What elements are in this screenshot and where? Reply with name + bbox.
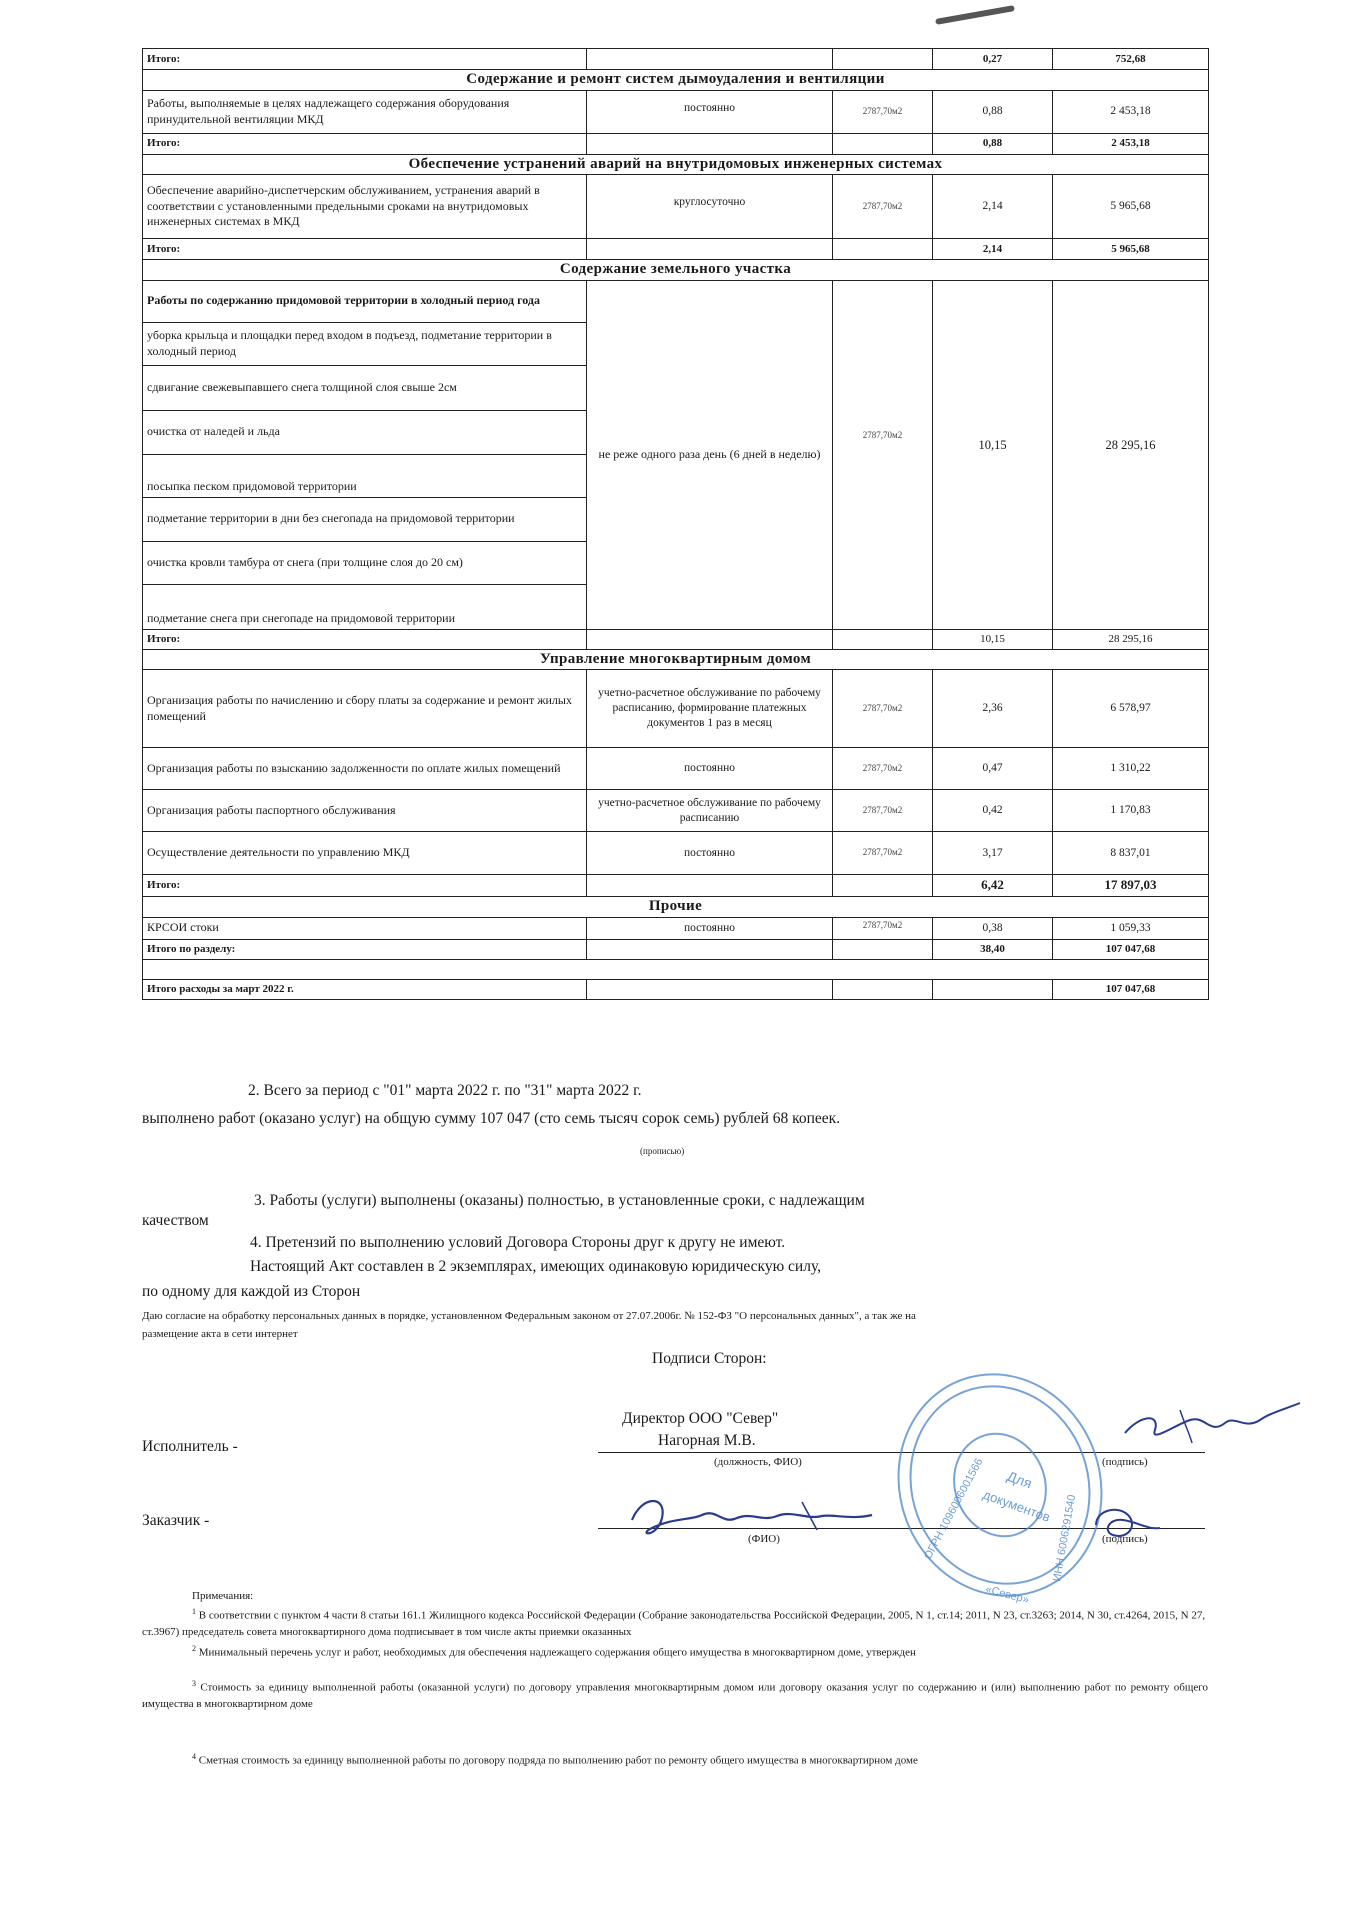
row-area: 2787,70м2 (833, 670, 933, 748)
section-header (143, 154, 1209, 175)
table-row (143, 49, 1209, 70)
paragraph-5-line2: по одному для каждой из Сторон (142, 1283, 361, 1300)
land-subitem: подметание территории в дни без снегопада на придомовой территории (143, 497, 587, 541)
table-row (143, 90, 1209, 133)
pen-mark (935, 5, 1015, 25)
row-name: Итого: (143, 875, 587, 897)
note-1-number: 1 (192, 1607, 196, 1616)
row-rate: 38,40 (933, 939, 1053, 959)
land-subitem: посыпка песком придомовой территории (143, 454, 587, 497)
row-sum: 752,68 (1053, 49, 1209, 70)
signature-caption-1: (подпись) (1102, 1456, 1148, 1468)
note-4 (192, 1752, 918, 1767)
stamp-inn: ИНН 6006291540 (1051, 1493, 1079, 1583)
row-area: 2787,70м2 (833, 175, 933, 239)
row-area: 2787,70м2 (833, 917, 933, 939)
row-name: Итого по разделу: (143, 939, 587, 959)
consent-line2: размещение акта в сети интернет (142, 1328, 298, 1340)
row-sum: 2 453,18 (1053, 90, 1209, 133)
row-rate: 6,42 (933, 875, 1053, 897)
row-sum: 5 965,68 (1053, 239, 1209, 260)
executor-position: Директор ООО "Север" (622, 1410, 779, 1427)
table-row (143, 629, 1209, 649)
note-2 (142, 1644, 1208, 1659)
signature-caption-2: (подпись) (1102, 1533, 1148, 1545)
land-subitem: Работы по содержанию придомовой территории в холодный период года (143, 280, 587, 322)
land-sum: 28 295,16 (1053, 280, 1209, 629)
row-name: Осуществление деятельности по управлению МКД (143, 832, 587, 875)
row-rate: 0,42 (933, 790, 1053, 832)
land-rate: 10,15 (933, 280, 1053, 629)
land-subitem: очистка от наледей и льда (143, 410, 587, 454)
table-row (143, 175, 1209, 239)
row-rate: 3,17 (933, 832, 1053, 875)
land-subitem: сдвигание свежевыпавшего снега толщиной слоя свыше 2см (143, 365, 587, 410)
table-row (143, 133, 1209, 154)
row-period: постоянно (587, 90, 833, 133)
table-row (143, 748, 1209, 790)
section-title: Прочие (143, 897, 1209, 918)
row-rate: 2,14 (933, 239, 1053, 260)
table-row (143, 832, 1209, 875)
row-name: Итого расходы за март 2022 г. (143, 979, 587, 999)
row-sum: 28 295,16 (1053, 629, 1209, 649)
executor-label: Исполнитель - (142, 1438, 238, 1455)
row-name: Итого: (143, 239, 587, 260)
company-stamp (890, 1360, 1110, 1610)
row-rate: 10,15 (933, 629, 1053, 649)
row-area: 2787,70м2 (833, 90, 933, 133)
table-row (143, 239, 1209, 260)
row-sum: 1 059,33 (1053, 917, 1209, 939)
table-row (143, 790, 1209, 832)
section-title: Обеспечение устранений аварий на внутридомовых инженерных системах (143, 154, 1209, 175)
note-4-text: Сметная стоимость за единицу выполненной работы по договору подряда по выполнению работ по ремонту общего имущества в многоквартирном доме (198, 1754, 918, 1767)
paragraph-4: 4. Претензий по выполнению условий Договора Стороны друг к другу не имеют. (250, 1234, 786, 1251)
row-sum: 2 453,18 (1053, 133, 1209, 154)
row-name: Организация работы по начислению и сбору платы за содержание и ремонт жилых помещений (143, 670, 587, 748)
section-header (143, 649, 1209, 670)
row-name: Работы, выполняемые в целях надлежащего содержания оборудования принудительной вентиляции МКД (143, 90, 587, 133)
land-period: не реже одного раза день (6 дней в неделю) (587, 280, 833, 629)
land-area: 2787,70м2 (833, 280, 933, 629)
executor-signature (1120, 1395, 1310, 1450)
table-row (143, 917, 1209, 939)
stamp-name: «Север» (984, 1583, 1031, 1607)
row-sum: 17 897,03 (1053, 875, 1209, 897)
fio-caption: (ФИО) (748, 1533, 780, 1545)
note-2-text: Минимальный перечень услуг и работ, необходимых для обеспечения надлежащего содержания общего имущества в многоквартирном доме, утвержден (198, 1646, 916, 1659)
section-title: Содержание земельного участка (143, 260, 1209, 281)
table-row (143, 875, 1209, 897)
table-row (143, 979, 1209, 999)
row-name: Итого: (143, 629, 587, 649)
row-period: круглосуточно (587, 175, 833, 239)
land-subitem: очистка кровли тамбура от снега (при толщине слоя до 20 см) (143, 541, 587, 584)
notes-title: Примечания: (192, 1590, 254, 1602)
table-row-empty (143, 959, 1209, 979)
row-rate: 2,14 (933, 175, 1053, 239)
row-area: 2787,70м2 (833, 748, 933, 790)
section-title: Управление многоквартирным домом (143, 649, 1209, 670)
paragraph-2-line2: выполнено работ (оказано услуг) на общую сумму 107 047 (сто семь тысяч сорок семь) рублей 68 копеек. (142, 1110, 841, 1127)
section-header (143, 70, 1209, 91)
table-row (143, 280, 1209, 322)
row-sum: 107 047,68 (1053, 979, 1209, 999)
stamp-ogrn: ОГРН 1096006001566 (922, 1456, 986, 1562)
row-period: учетно-расчетное обслуживание по рабочему расписанию (587, 790, 833, 832)
row-period: постоянно (587, 748, 833, 790)
row-sum: 8 837,01 (1053, 832, 1209, 875)
section-header (143, 897, 1209, 918)
note-3-text: Стоимость за единицу выполненной работы (оказанной услуги) по договору управления многоквартирным домом или договору оказания услуг по содержанию и (или) выполнению работ по ремонту общего имущества в многоквартирном доме (142, 1681, 1208, 1711)
row-rate: 0,88 (933, 90, 1053, 133)
row-rate: 0,27 (933, 49, 1053, 70)
row-area: 2787,70м2 (833, 832, 933, 875)
section-header (143, 260, 1209, 281)
paragraph-3-line2: качеством (142, 1212, 209, 1229)
note-2-number: 2 (192, 1644, 196, 1653)
row-sum: 1 170,83 (1053, 790, 1209, 832)
customer-signature-initials (1088, 1500, 1168, 1545)
row-period: учетно-расчетное обслуживание по рабочему расписанию, формирование платежных документов 1 раз в месяц (587, 670, 833, 748)
row-rate: 0,47 (933, 748, 1053, 790)
position-caption: (должность, ФИО) (714, 1456, 802, 1468)
customer-signature (622, 1490, 902, 1545)
row-sum: 6 578,97 (1053, 670, 1209, 748)
row-name: КРСОИ стоки (143, 917, 587, 939)
note-4-number: 4 (192, 1752, 196, 1761)
customer-label: Заказчик - (142, 1512, 210, 1529)
row-period: постоянно (587, 917, 833, 939)
section-title: Содержание и ремонт систем дымоудаления и вентиляции (143, 70, 1209, 91)
row-area: 2787,70м2 (833, 790, 933, 832)
stamp-line1: Для (1004, 1467, 1035, 1492)
stamp-line2: документов (980, 1486, 1053, 1525)
executor-name: Нагорная М.В. (658, 1432, 756, 1449)
paragraph-5-line1: Настоящий Акт составлен в 2 экземплярах, имеющих одинаковую юридическую силу, (250, 1258, 822, 1275)
row-sum: 107 047,68 (1053, 939, 1209, 959)
row-sum: 1 310,22 (1053, 748, 1209, 790)
row-name: Итого: (143, 133, 587, 154)
row-sum: 5 965,68 (1053, 175, 1209, 239)
row-rate: 2,36 (933, 670, 1053, 748)
row-rate: 0,38 (933, 917, 1053, 939)
signatures-title: Подписи Сторон: (652, 1350, 767, 1367)
row-rate: 0,88 (933, 133, 1053, 154)
row-name: Организация работы паспортного обслуживания (143, 790, 587, 832)
row-period: постоянно (587, 832, 833, 875)
table-row (143, 939, 1209, 959)
consent-line1: Даю согласие на обработку персональных данных в порядке, установленном Федеральным законом от 27.07.2006г. № 152-ФЗ "О персональных данных", а так же на (142, 1310, 916, 1322)
table-row (143, 670, 1209, 748)
services-table (142, 48, 1209, 1000)
note-3-number: 3 (192, 1679, 196, 1688)
row-name: Обеспечение аварийно-диспетчерским обслуживанием, устранения аварий в соответствии с установленными предельными сроками на внутридомовых инженерных системах в МКД (143, 175, 587, 239)
note-1 (142, 1606, 1208, 1641)
row-name: Организация работы по взысканию задолженности по оплате жилых помещений (143, 748, 587, 790)
paragraph-3-line1: 3. Работы (услуги) выполнены (оказаны) полностью, в установленные сроки, с надлежащим (254, 1192, 865, 1209)
propis-caption: (прописью) (640, 1146, 685, 1156)
note-3 (142, 1678, 1208, 1713)
note-1-text: В соответствии с пунктом 4 части 8 статьи 161.1 Жилищного кодекса Российской Федерации (Собрание законодательства Российской Федерации, 2005, N 1, ст.14; 2011, N 23, ст.3263; 2014, N 30, ст.4264, 2015, N 27, ст.3967) председатель совета многоквартирного дома подписывает в том числе акты приемки оказанных (142, 1609, 1206, 1639)
paragraph-2-line1: 2. Всего за период с "01" марта 2022 г. по "31" марта 2022 г. (248, 1082, 642, 1099)
land-subitem: уборка крыльца и площадки перед входом в подъезд, подметание территории в холодный период (143, 322, 587, 365)
land-subitem: подметание снега при снегопаде на придомовой территории (143, 584, 587, 629)
row-name: Итого: (143, 49, 587, 70)
